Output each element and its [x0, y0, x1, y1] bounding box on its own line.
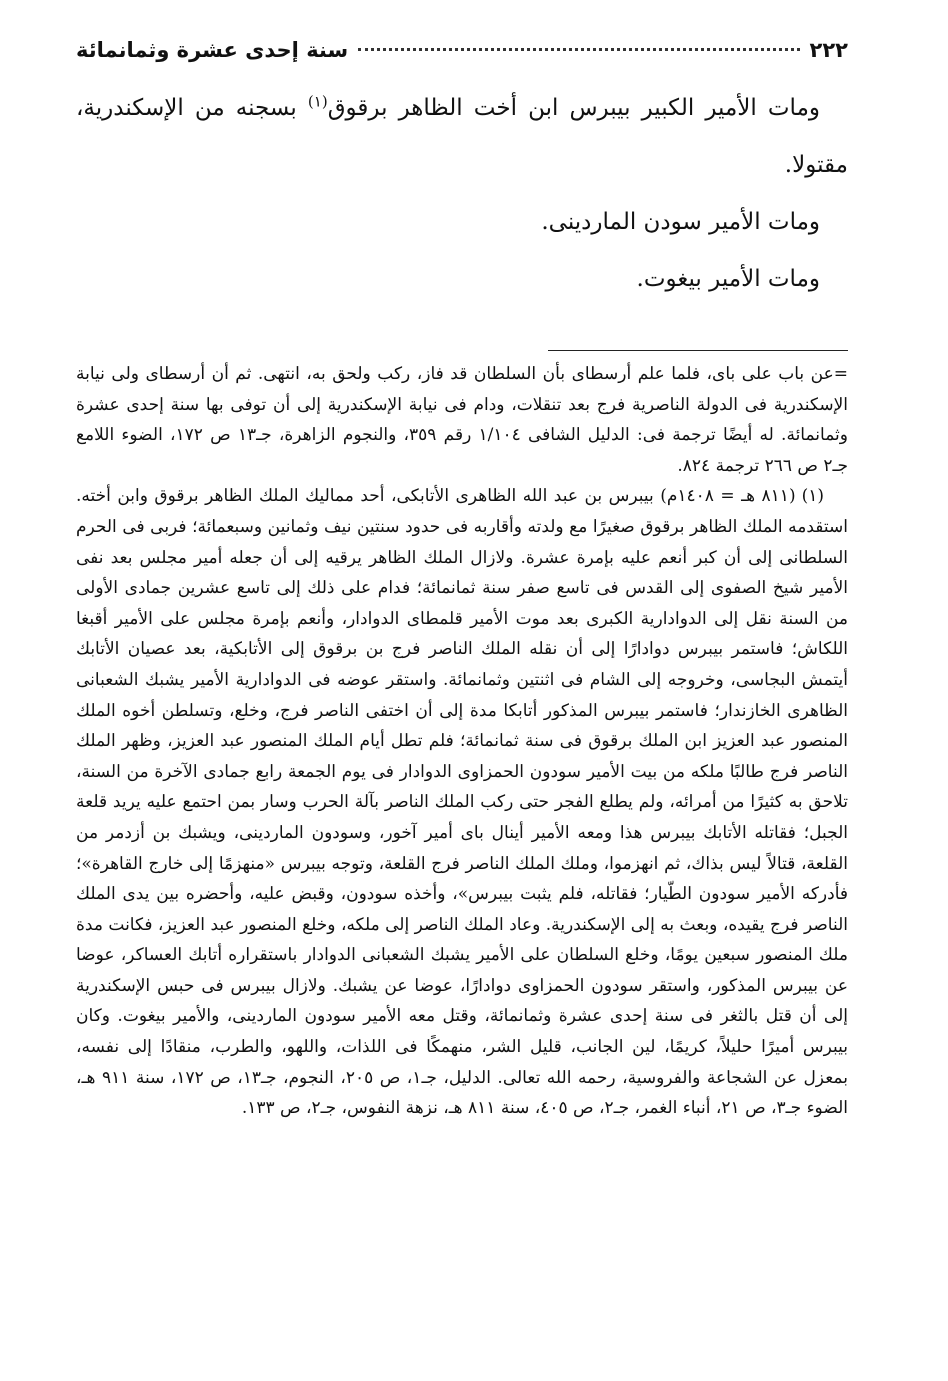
- running-title: سنة إحدى عشرة وثمانمائة: [76, 38, 349, 62]
- main-paragraph: ومات الأمير بيغوت.: [636, 266, 820, 292]
- main-text: [76, 80, 848, 308]
- main-paragraph: ومات الأمير سودن الماردينى.: [541, 209, 820, 235]
- footnote-text: (٨١١ هـ = ١٤٠٨م) بيبرس بن عبد الله الظاهرى الأتابكى، أحد مماليك الملك الظاهر برقوق وابن أخته. استقدمه الملك الظاهر برقوق صغيرًا مع ولدته وأقاربه فى حدود سنتين نيف وثمانين وسبعمائة؛ فربى فى الحرم السلطانى إلى أن كبر أنعم عليه بإمرة عشرة. ولازال الملك الظاهر يرقيه إلى أن جعله أمير مجلس بعد نفى الأمير شيخ الصفوى إلى القدس فى تاسع صفر سنة ثمانمائة؛ فدام على ذلك إلى تاسع عشرين جمادى الأولى من السنة نقل إلى الدوادارية الكبرى بعد موت الأمير قلمطاى الدوادار، وأنعم بإمرة مجلس على الأمير أقبغا اللكاش؛ فاستمر بيبرس دوادارًا إلى أن نقله الملك الناصر فرج بن برقوق إلى الأتابكية، بعد عصيان الأتابك أيتمش البجاسى، وخروجه إلى الشام فى اثنتين وثمانمائة. واستقر عوضه فى الدوادارية الأمير يشبك الشعبانى الظاهرى الخازندار؛ فاستمر بيبرس المذكور أتابكا مدة إلى أن اختفى الناصر فرج، وخلع، وتسلطن أخوه الملك المنصور عبد العزيز ابن الملك برقوق فى سنة ثمانمائة؛ فلم تطل أيام الملك المنصور عبد العزيز، وظهر الملك الناصر فرج طالبًا ملكه من بيت الأمير سودون الحمزاوى الدوادار فى يوم الجمعة رابع جمادى الآخرة من السنة، تلاحق به كثيرًا من أمرائه، ولم يطلع الفجر حتى ركب الملك الناصر بآلة الحرب وسار بمن احتمع عليه يريد قلعة الجبل؛ فقاتله الأتابك بيبرس هذا ومعه الأمير أينال باى أمير آخور، وسودون الماردينى، ويشبك بن أزدمر من القلعة، قتالاً ليس بذاك، ثم انهزموا، وملك الملك الناصر فرج القلعة، وتوجه بيبرس «منهزمًا إلى خارج القاهرة»؛ فأدركه الأمير سودون الطّيار؛ فقاتله، فلم يثبت بيبرس»، وأخذه سودون، وقبض عليه، وأحضره بين يدى الملك الناصر فرج يقيده، وبعث به إلى الإسكندرية. وعاد الملك الناصر إلى ملكه، وخلع المنصور عبد العزيز، فكانت مدة ملك المنصور سبعين يومًا، وخلع السلطان على الأمير يشبك الشعبانى الدوادار باستقراره أتابك العساكر، عوضا عن بيبرس المذكور، واستقر سودون الحمزاوى دوادارًا، عوضا عن يشبك. ولازال بيبرس فى حبس الإسكندرية إلى أن قتل بالثغر فى سنة إحدى عشرة وثمانمائة، وقتل معه الأمير سودون الماردينى، والأمير بيغوت. وكان بيبرس أميرًا حليلاً، كريمًا، لين الجانب، قليل الشر، منهمكًا فى اللذات، واللهو، والطرب، منقادًا إلى نفسه، بمعزل عن الشجاعة والفروسية، رحمه الله تعالى. الدليل، جـ١، ص ٢٠٥، النجوم، جـ١٣، ص ١٧٢، سنة ٩١١ هـ، الضوء جـ٣، ص ٢١، أنباء الغمر، جـ٢، ص ٤٠٥، سنة ٨١١ هـ، نزهة النفوس، جـ٢، ص ١٣٣.: [76, 486, 848, 1119]
- main-text-segment: بسجنه من الإسكندرية، مقتولا.: [76, 95, 848, 178]
- leader-dots: [358, 48, 799, 51]
- footnote-continuation: =عن باب على باى، فلما علم أرسطاى بأن السلطان قد فاز، ركب ولحق به، انتهى. ثم أن أرسطاى ولى نيابة الإسكندرية فى الدولة الناصرية فرج بعد تنقلات، ودام فى نيابة الإسكندرية إلى أن توفى بها سنة إحدى عشرة وثمانمائة. له أيضًا ترجمة فى: الدليل الشافى ١/١٠٤ رقم ٣٥٩، والنجوم الزاهرة، جـ١٣ ص ١٧٢، الضوء اللامع جـ٢ ص ٢٦٦ ترجمة ٨٢٤.: [76, 364, 848, 476]
- footnote-separator: [548, 350, 848, 351]
- footnotes: [76, 359, 848, 1124]
- footnote-marker: (١): [307, 92, 328, 111]
- main-paragraph: [76, 80, 848, 194]
- footnote-1: [76, 481, 848, 1123]
- main-text-segment: ومات الأمير الكبير بيبرس ابن أخت الظاهر برقوق: [327, 95, 820, 121]
- running-head: [76, 38, 848, 74]
- footnote-label: (١): [801, 486, 824, 507]
- page-number: ٢٢٢: [809, 38, 848, 62]
